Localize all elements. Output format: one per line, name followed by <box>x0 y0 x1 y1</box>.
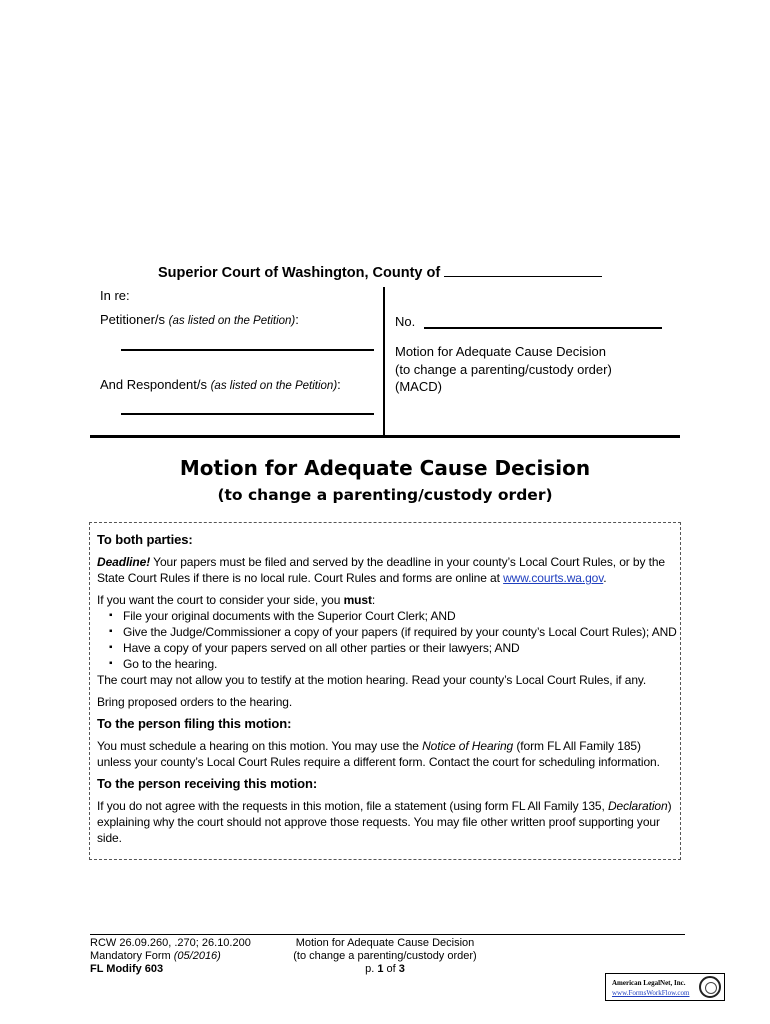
deadline-period: . <box>603 571 607 585</box>
seal-icon <box>699 976 721 998</box>
case-title-block <box>395 343 612 396</box>
case-title-line1: Motion for Adequate Cause Decision <box>395 344 607 359</box>
respondent-note: (as listed on the Petition) <box>210 380 338 392</box>
respondent-signature-line[interactable] <box>121 413 374 415</box>
caption-divider <box>383 287 385 437</box>
document-subtitle: (to change a parenting/custody order) <box>217 486 553 504</box>
footer-mandatory: Mandatory Form (05/2016) <box>90 950 221 962</box>
filing-paragraph <box>97 738 677 770</box>
receiving-text-a: If you do not agree with the requests in this motion, file a statement (using form FL All Family 135, <box>97 799 608 813</box>
deadline-label: Deadline! <box>97 555 151 569</box>
filing-text-b: (form FL All Family 185) unless your county’s Local Court Rules require a different form. Contact the court for scheduling information. <box>97 739 660 769</box>
publisher-logo[interactable] <box>605 973 725 1001</box>
notice-content <box>97 532 677 852</box>
court-heading <box>158 262 602 281</box>
caption-bottom-rule <box>90 435 680 438</box>
receiving-paragraph <box>97 798 677 846</box>
must-intro: If you want the court to consider your side, you <box>97 593 344 607</box>
logo-company: American LegalNet, Inc. <box>612 979 686 987</box>
petitioner-label-row <box>100 312 299 327</box>
must-word: must <box>343 593 372 607</box>
footer-rcw: RCW 26.09.260, .270; 26.10.200 <box>90 937 251 949</box>
case-title-line3: (MACD) <box>395 379 442 394</box>
requirements-list <box>97 608 677 672</box>
petitioner-colon: : <box>295 312 299 327</box>
filing-text-a: You must schedule a hearing on this motion. You may use the <box>97 739 423 753</box>
footer-mandatory-date: (05/2016) <box>173 950 221 962</box>
filing-italic: Notice of Hearing <box>422 739 514 753</box>
list-item: ▪ Have a copy of your papers served on all other parties or their lawyers; AND <box>109 640 677 656</box>
receiving-heading: To the person receiving this motion: <box>97 776 318 791</box>
page-number: p. 1 of 3 <box>365 963 405 975</box>
case-number-line[interactable] <box>424 327 662 329</box>
footer-rule <box>90 934 685 935</box>
logo-url: www.FormsWorkFlow.com <box>612 989 690 997</box>
case-number-label: No. <box>395 314 416 329</box>
county-blank[interactable] <box>444 262 602 277</box>
receiving-text-b: ) explaining why the court should not approve those requests. You may file other written proof supporting your side. <box>97 799 672 845</box>
respondent-colon: : <box>337 377 341 392</box>
footer-center <box>270 937 500 976</box>
in-re-label: In re: <box>100 288 130 303</box>
footer-center-line1: Motion for Adequate Cause Decision <box>295 937 475 949</box>
bring-orders-note: Bring proposed orders to the hearing. <box>97 695 293 709</box>
must-intro-line <box>97 592 677 608</box>
petitioner-signature-line[interactable] <box>121 349 374 351</box>
courts-link[interactable]: www.courts.wa.gov <box>503 571 604 585</box>
testify-note: The court may not allow you to testify at the motion hearing. Read your county’s Local Court Rules, if any. <box>97 673 647 687</box>
list-item: ▪ Go to the hearing. <box>109 656 677 672</box>
receiving-italic: Declaration <box>607 799 668 813</box>
list-item: ▪ Give the Judge/Commissioner a copy of your papers (if required by your county’s Local Court Rules); AND <box>109 624 677 640</box>
footer-form-id: FL Modify 603 <box>90 963 164 975</box>
list-item: ▪ File your original documents with the Superior Court Clerk; AND <box>109 608 677 624</box>
petitioner-note: (as listed on the Petition) <box>168 315 296 327</box>
respondent-label-row <box>100 377 341 392</box>
court-label: Superior Court of Washington, County of <box>158 265 441 281</box>
filing-heading: To the person filing this motion: <box>97 716 292 731</box>
document-title: Motion for Adequate Cause Decision <box>179 456 591 480</box>
case-title-line2: (to change a parenting/custody order) <box>395 361 612 377</box>
must-colon: : <box>371 593 376 607</box>
deadline-paragraph <box>97 554 677 586</box>
footer-center-line2: (to change a parenting/custody order) <box>293 950 477 962</box>
deadline-text: Your papers must be filed and served by the deadline in your county’s Local Court Rules, or by the State Court Rules if there is no local rule. Court Rules and forms are online at <box>97 555 665 585</box>
respondent-label: And Respondent/s <box>100 377 207 392</box>
petitioner-label: Petitioner/s <box>100 312 166 327</box>
footer-left <box>90 937 251 976</box>
logo-text <box>612 978 689 998</box>
both-parties-heading: To both parties: <box>97 532 193 547</box>
